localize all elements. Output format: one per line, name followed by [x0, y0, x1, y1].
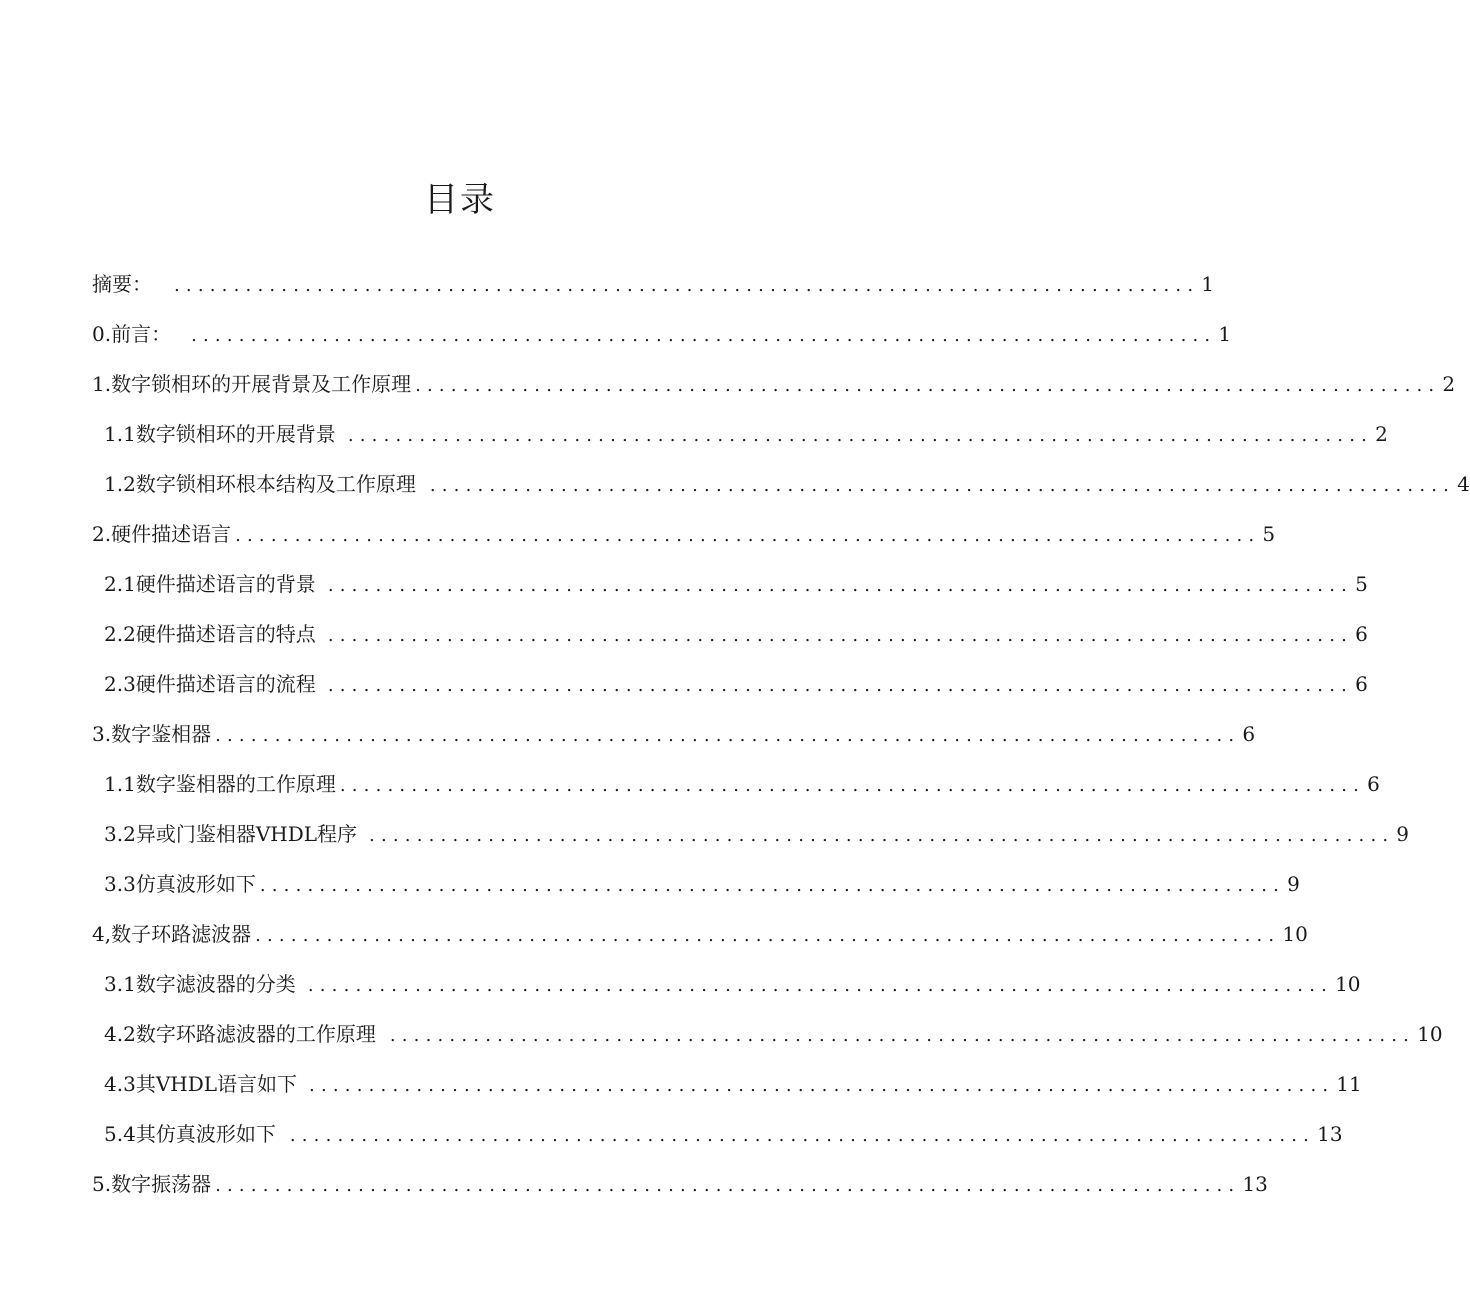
toc-entry-label: 4,数子环路滤波器 — [92, 922, 252, 946]
toc-entry-number: 3.1 — [104, 972, 136, 996]
toc-entry-label: .2异或门鉴相器VHDL程序 — [116, 822, 358, 846]
toc-leader-dots: ...................................................................................... — [191, 325, 1217, 346]
toc-leader-dots: ...................................................................................... — [415, 375, 1441, 396]
toc-entry[interactable] — [104, 1068, 1362, 1098]
toc-entry-page: 1 — [1218, 322, 1232, 346]
toc-entry-page: 13 — [1242, 1172, 1268, 1196]
toc-entry-label: .3其VHDL语言如下 — [116, 1072, 298, 1096]
toc-leader-dots: ...................................................................................... — [307, 975, 1334, 996]
toc-leader-dots: ...................................................................................... — [369, 825, 1395, 846]
toc-entry-number: 4. — [104, 1022, 124, 1046]
toc-entry-number: 5 — [92, 1172, 105, 1196]
toc-leader-dots: ...................................................................................... — [174, 275, 1200, 296]
toc-entry-label: 3仿真波形如下 — [123, 872, 256, 896]
toc-entry-label: 硬件描述语言的背景 — [135, 572, 316, 596]
toc-entry[interactable] — [104, 1018, 1443, 1048]
toc-entry-number: 5 — [104, 1122, 117, 1146]
toc-entry[interactable] — [104, 468, 1470, 498]
toc-leader-dots: ...................................................................................... — [215, 725, 1241, 746]
toc-entry[interactable] — [104, 1118, 1343, 1148]
toc-entry-number: 3 — [104, 822, 117, 846]
toc-entry-page: 6 — [1242, 722, 1256, 746]
toc-entry[interactable] — [104, 868, 1300, 898]
toc-entry-label: 0.前言： — [92, 322, 172, 346]
toc-entry-page: 5 — [1262, 522, 1276, 546]
toc-entry[interactable] — [104, 568, 1368, 598]
toc-entry-label: 硬件描述语言的流程 — [135, 672, 316, 696]
toc-entry-number: 1 — [92, 372, 105, 396]
toc-entry-page: 1 — [1201, 272, 1214, 296]
toc-leader-dots: ...................................................................................... — [255, 925, 1281, 946]
toc-entry-label: 数字锁相环的开展背景 — [135, 422, 336, 446]
toc-entry[interactable] — [104, 668, 1368, 698]
toc-entry-page: 10 — [1335, 972, 1361, 996]
toc-entry-page: 10 — [1417, 1022, 1443, 1046]
toc-leader-dots: ...................................................................................... — [309, 1075, 1335, 1096]
toc-leader-dots: ...................................................................................... — [339, 775, 1366, 796]
toc-entry-page: 9 — [1396, 822, 1410, 846]
toc-entry[interactable] — [104, 968, 1361, 998]
toc-title: 目录 — [424, 180, 496, 220]
toc-entry[interactable] — [92, 368, 1456, 398]
toc-leader-dots: ...................................................................................... — [215, 1175, 1241, 1196]
toc-entry-number: 1.1 — [104, 422, 136, 446]
toc-entry-label: 2数字环路滤波器的工作原理 — [123, 1022, 376, 1046]
toc-entry-number: 1 — [104, 772, 117, 796]
toc-entry-label: .数字振荡器 — [104, 1172, 212, 1196]
toc-entry-label: 数字滤波器的分类 — [135, 972, 296, 996]
toc-entry-number: 2 — [92, 522, 105, 546]
toc-entry[interactable] — [104, 618, 1368, 648]
toc-entry[interactable] — [104, 768, 1380, 798]
toc-entry-label: .1数字鉴相器的工作原理 — [116, 772, 336, 796]
toc-entry[interactable] — [92, 918, 1308, 948]
toc-leader-dots: ...................................................................................... — [259, 875, 1286, 896]
toc-entry-page: 13 — [1317, 1122, 1343, 1146]
toc-entry-label: .数字鉴相器 — [104, 722, 212, 746]
toc-entry[interactable] — [104, 818, 1410, 848]
toc-entry-label: .数字锁相环的开展背景及工作原理 — [104, 372, 412, 396]
toc-entry-number: 3. — [104, 872, 124, 896]
toc-entry-number: 2.1 — [104, 572, 136, 596]
toc-leader-dots: ...................................................................................... — [289, 1125, 1316, 1146]
toc-leader-dots: ...................................................................................... — [389, 1025, 1416, 1046]
toc-entry-page: 11 — [1336, 1072, 1362, 1096]
toc-entry-page: 10 — [1282, 922, 1308, 946]
toc-leader-dots: ...................................................................................... — [347, 425, 1374, 446]
toc-entry-number: 2.2 — [104, 622, 136, 646]
toc-entry-label: 摘要： — [92, 272, 152, 296]
toc-entry-label: 2数字锁相环根本结构及工作原理 — [123, 472, 416, 496]
toc-entry-number: 4 — [104, 1072, 117, 1096]
toc-entry-page: 6 — [1355, 672, 1368, 696]
toc-entry-number: 1. — [104, 472, 124, 496]
toc-entry-page: 2 — [1375, 422, 1388, 446]
toc-leader-dots: ...................................................................................... — [327, 625, 1354, 646]
toc-entry-page: 9 — [1287, 872, 1300, 896]
toc-entry-number: 3 — [92, 722, 105, 746]
toc-entry[interactable] — [92, 268, 1214, 298]
toc-entry[interactable] — [92, 318, 1232, 348]
toc-leader-dots: ...................................................................................... — [327, 675, 1354, 696]
toc-leader-dots: ...................................................................................... — [429, 475, 1456, 496]
toc-entry-page: 5 — [1355, 572, 1368, 596]
toc-entry[interactable] — [104, 418, 1388, 448]
toc-entry[interactable] — [92, 718, 1256, 748]
toc-entry-page: 6 — [1367, 772, 1380, 796]
toc-entry[interactable] — [92, 518, 1276, 548]
toc-entry-page: 6 — [1355, 622, 1368, 646]
toc-entry-page: 2 — [1442, 372, 1456, 396]
toc-entry-label: 硬件描述语言的特点 — [135, 622, 316, 646]
toc-entry-page: 4 — [1457, 472, 1470, 496]
toc-leader-dots: ...................................................................................... — [327, 575, 1354, 596]
toc-entry[interactable] — [92, 1168, 1268, 1198]
toc-entry-label: .4其仿真波形如下 — [116, 1122, 276, 1146]
toc-entry-number: 2.3 — [104, 672, 136, 696]
toc-entry-label: .硬件描述语言 — [104, 522, 232, 546]
toc-leader-dots: ...................................................................................... — [235, 525, 1261, 546]
